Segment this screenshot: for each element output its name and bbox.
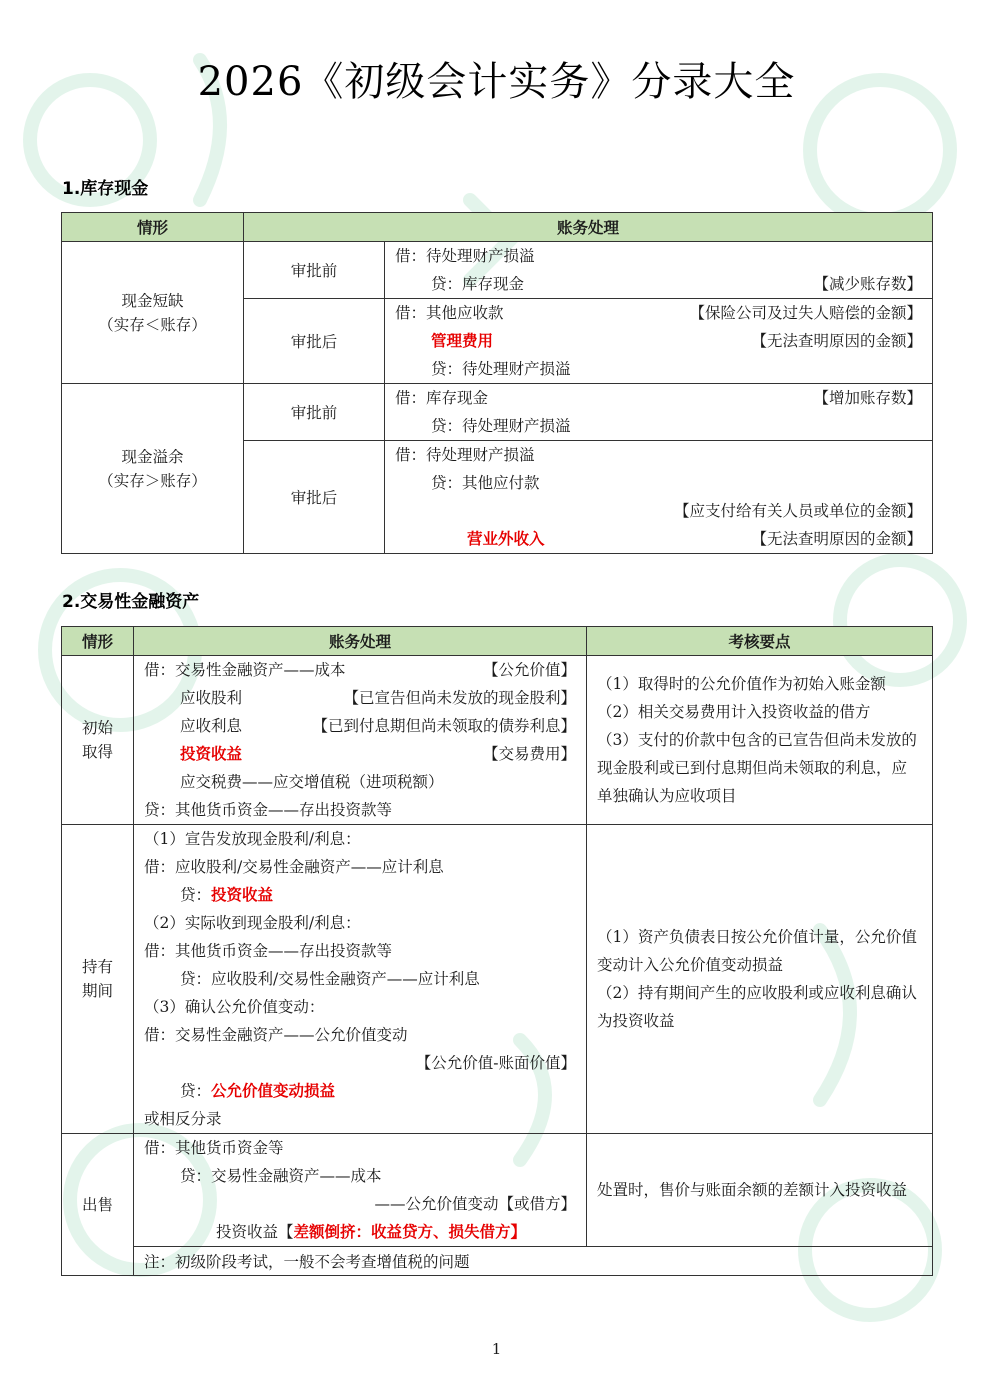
key-point: （2）持有期间产生的应收股利或应收利息确认为投资收益 xyxy=(597,984,917,1030)
case-shortage xyxy=(62,242,244,384)
key-point: （2）相关交易费用计入投资收益的借方 xyxy=(597,703,871,721)
case-line: 出售 xyxy=(81,1195,113,1214)
entry-line: 投资收益【差额倒挤：收益贷方、损失借方】 xyxy=(216,1223,527,1241)
key-point: （1）取得时的公允价值作为初始入账金额 xyxy=(597,675,886,693)
entry-line: 借：待处理财产损溢 xyxy=(395,446,535,464)
entry-line: 应收股利 【已宣告但尚未发放的现金股利】 xyxy=(180,689,576,707)
entry-cell xyxy=(385,242,933,299)
key-points-cell xyxy=(587,825,933,1134)
entry-line: ——公允价值变动【或借方】 xyxy=(374,1195,576,1213)
key-point: （1）资产负债表日按公允价值计量，公允价值变动计入公允价值变动损益 xyxy=(597,928,917,974)
header-case: 情形 xyxy=(62,627,134,656)
entry-line: 借：交易性金融资产——成本 【公允价值】 xyxy=(144,661,576,679)
cash-table xyxy=(61,212,933,554)
case-surplus xyxy=(62,384,244,554)
stage-before: 审批前 xyxy=(244,384,385,441)
case-line: （实存＜账存） xyxy=(98,315,207,334)
key-points-cell xyxy=(587,1134,933,1247)
case-holding xyxy=(62,825,134,1134)
entry-line: 应收利息 【已到付息期但尚未领取的债券利息】 xyxy=(180,717,576,735)
key-point: （3）支付的价款中包含的已宣告但尚未发放的现金股利或已到付息期但尚未领取的利息，应单独确认为应收项目 xyxy=(597,731,917,805)
entry-line: 贷：公允价值变动损益 xyxy=(180,1082,336,1100)
entry-line: 贷：应收股利/交易性金融资产——应计利息 xyxy=(180,970,480,988)
key-points-cell xyxy=(587,656,933,825)
section-heading-trading-assets: 2.交易性金融资产 xyxy=(62,592,200,612)
stage-after: 审批后 xyxy=(244,441,385,554)
trading-assets-table xyxy=(61,626,933,1276)
entry-line: 借：交易性金融资产——公允价值变动 xyxy=(144,1026,408,1044)
entry-line: （3）确认公允价值变动： xyxy=(144,998,325,1016)
entry-line: 借：其他货币资金——存出投资款等 xyxy=(144,942,393,960)
entry-line: 或相反分录 xyxy=(144,1110,222,1128)
entry-line: 借：库存现金 【增加账存数】 xyxy=(395,389,923,407)
entry-line: 应交税费——应交增值税（进项税额） xyxy=(180,773,444,791)
key-point: 处置时，售价与账面余额的差额计入投资收益 xyxy=(597,1181,908,1199)
entry-line: 贷：其他货币资金——存出投资款等 xyxy=(144,801,393,819)
note-cell xyxy=(134,1247,933,1276)
entry-line: 投资收益 【交易费用】 xyxy=(180,745,576,763)
header-case: 情形 xyxy=(62,213,244,242)
case-line: （实存＞账存） xyxy=(98,471,207,490)
case-line: 现金溢余 xyxy=(121,447,184,466)
entry-cell xyxy=(134,825,587,1134)
entry-line: 贷：交易性金融资产——成本 xyxy=(180,1167,382,1185)
entry-line: 贷：其他应付款 xyxy=(431,474,540,492)
stage-before: 审批前 xyxy=(244,242,385,299)
case-line: 期间 xyxy=(81,982,113,1000)
entry-cell xyxy=(134,1134,587,1247)
entry-cell xyxy=(385,384,933,441)
entry-line: 借：待处理财产损溢 xyxy=(395,247,535,265)
entry-line: 借：其他货币资金等 xyxy=(144,1139,284,1157)
case-line: 持有 xyxy=(81,958,113,976)
entry-line: 贷：待处理财产损溢 xyxy=(431,417,571,435)
entry-line: 借：应收股利/交易性金融资产——应计利息 xyxy=(144,858,444,876)
entry-line: 贷：投资收益 xyxy=(180,886,274,904)
entry-line: （2）实际收到现金股利/利息： xyxy=(144,914,361,932)
page-title: 2026《初级会计实务》分录大全 xyxy=(197,59,796,105)
entry-line: 贷：待处理财产损溢 xyxy=(431,360,571,378)
header-treatment: 账务处理 xyxy=(244,213,933,242)
stage-after: 审批后 xyxy=(244,299,385,384)
page-number: 1 xyxy=(491,1340,502,1358)
case-initial xyxy=(62,656,134,825)
entry-line: 营业外收入 【无法查明原因的金额】 xyxy=(467,530,923,548)
entry-line: 借：其他应收款 【保险公司及过失人赔偿的金额】 xyxy=(395,304,923,322)
entry-line: 贷：库存现金 【减少账存数】 xyxy=(431,275,923,293)
case-line: 现金短缺 xyxy=(121,291,184,310)
case-line: 初始 xyxy=(81,719,113,737)
entry-cell xyxy=(134,656,587,825)
section-heading-cash: 1.库存现金 xyxy=(62,179,149,199)
case-line: 取得 xyxy=(81,743,113,761)
header-treatment: 账务处理 xyxy=(134,627,587,656)
note-text: 注：初级阶段考试，一般不会考查增值税的问题 xyxy=(144,1253,470,1271)
entry-cell xyxy=(385,299,933,384)
entry-line: 【公允价值-账面价值】 xyxy=(415,1054,576,1072)
header-key-points: 考核要点 xyxy=(587,627,933,656)
entry-line: 管理费用 【无法查明原因的金额】 xyxy=(431,332,923,350)
entry-line: （1）宣告发放现金股利/利息： xyxy=(144,830,361,848)
entry-cell xyxy=(385,441,933,554)
entry-line: 【应支付给有关人员或单位的金额】 xyxy=(674,502,923,520)
case-sale xyxy=(62,1134,134,1276)
